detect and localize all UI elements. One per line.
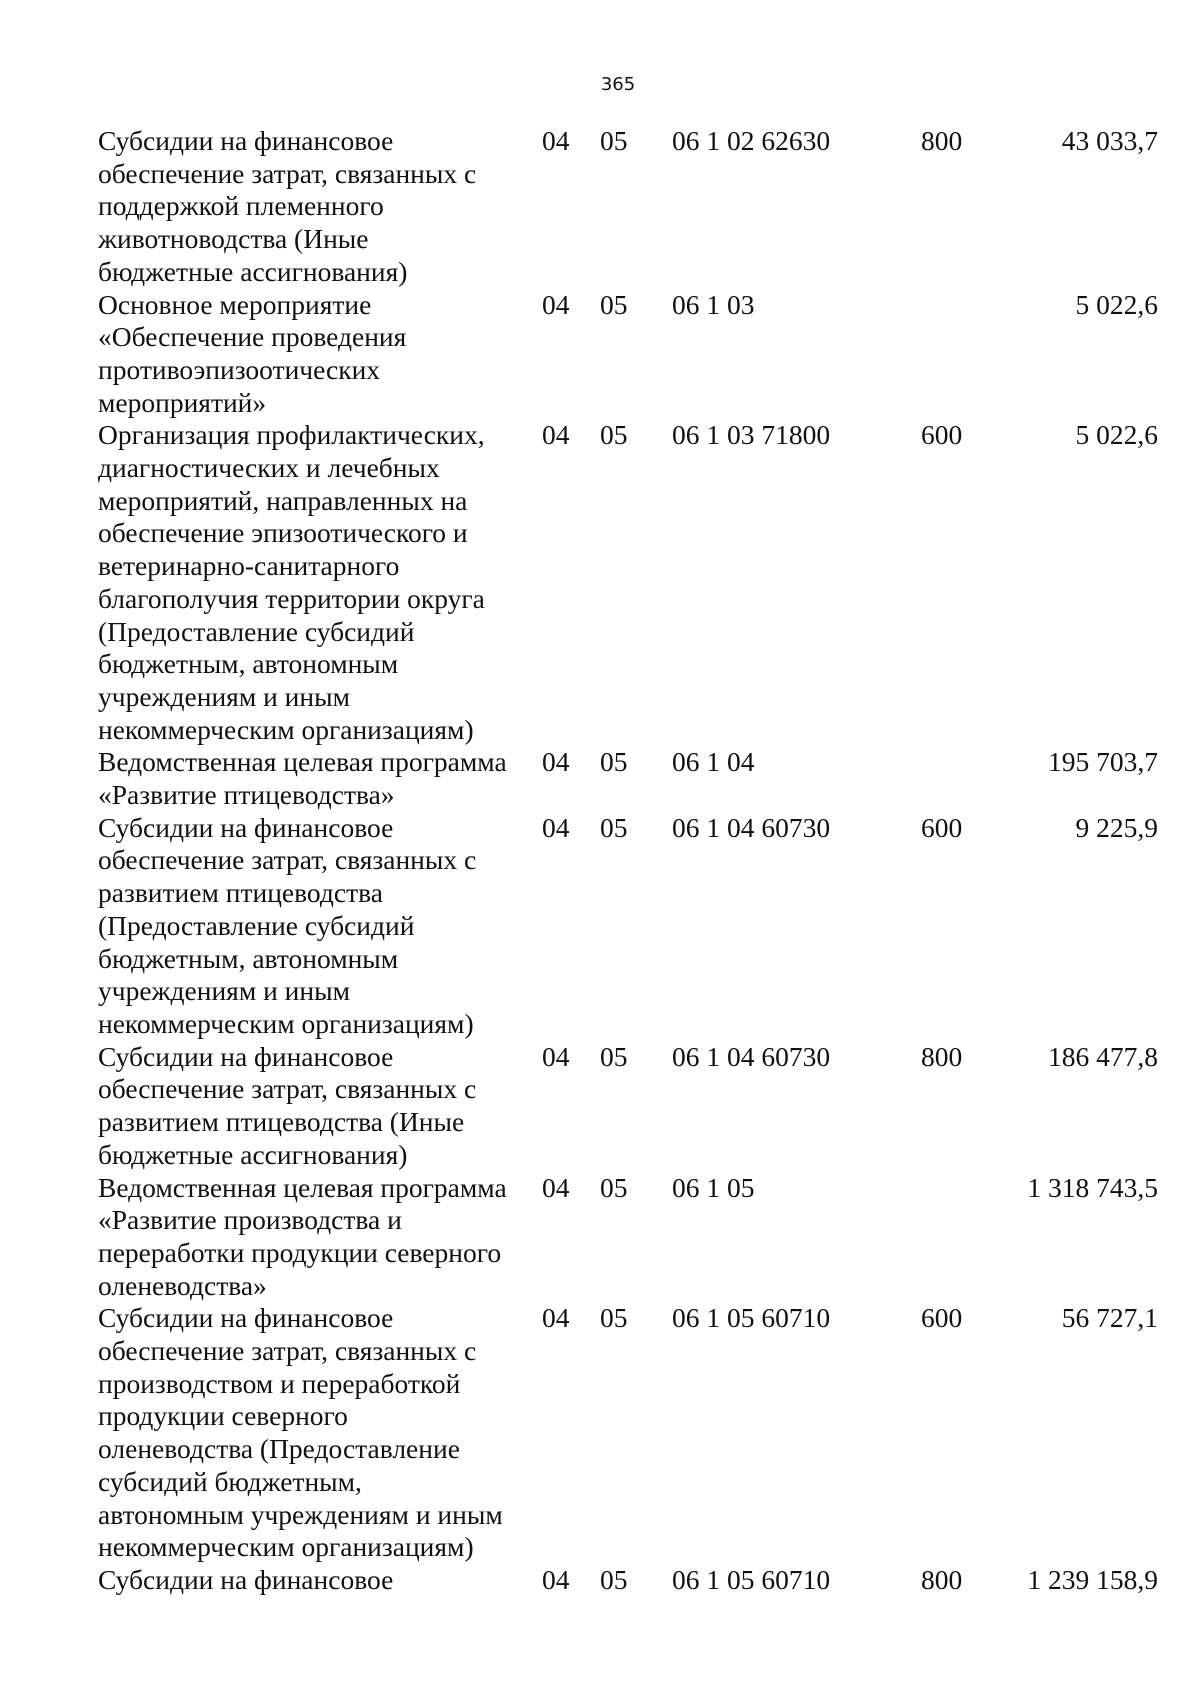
row-subsection-code: 05	[600, 1563, 628, 1595]
row-section-code: 04	[542, 1171, 570, 1203]
row-subsection-code: 05	[600, 125, 628, 156]
row-subsection-code: 05	[600, 1040, 628, 1072]
row-amount: 5 022,6	[1075, 419, 1158, 451]
row-expense-type-code: 600	[921, 1302, 963, 1334]
row-description: Ведомственная целевая программа «Развитие производства и переработки продукции северного оленеводства»	[98, 1171, 507, 1301]
row-description: Субсидии на финансовое	[98, 1563, 394, 1595]
row-section-code: 04	[542, 419, 570, 451]
row-amount: 186 477,8	[1048, 1040, 1158, 1072]
row-description: Основное мероприятие «Обеспечение проведения противоэпизоотических мероприятий»	[98, 288, 407, 418]
table-row	[98, 1041, 1158, 1172]
row-expense-type-code: 600	[921, 811, 963, 843]
row-description: Субсидии на финансовое обеспечение затрат, связанных с развитием птицеводства (Иные бюджетные ассигнования)	[98, 1040, 477, 1170]
row-amount: 1 239 158,9	[1027, 1563, 1158, 1595]
row-description: Субсидии на финансовое обеспечение затрат, связанных с развитием птицеводства (Предоставление субсидий бюджетным, автономным учреждениям и иным некоммерческим организациям)	[98, 811, 477, 1039]
row-target-article-code: 06 1 04	[672, 746, 755, 778]
row-expense-type-code: 800	[921, 1563, 963, 1595]
table-row	[98, 1564, 1158, 1597]
row-target-article-code: 06 1 03 71800	[672, 419, 831, 451]
table-row	[98, 125, 1158, 289]
row-subsection-code: 05	[600, 746, 628, 778]
row-target-article-code: 06 1 04 60730	[672, 1040, 831, 1072]
budget-table	[98, 125, 1158, 1597]
table-row	[98, 419, 1158, 746]
row-target-article-code: 06 1 05 60710	[672, 1563, 831, 1595]
table-row	[98, 1302, 1158, 1564]
row-amount: 9 225,9	[1075, 811, 1158, 843]
page-number: 365	[600, 74, 636, 95]
row-subsection-code: 05	[600, 811, 628, 843]
row-amount: 1 318 743,5	[1027, 1171, 1158, 1203]
row-amount: 5 022,6	[1075, 288, 1158, 320]
row-subsection-code: 05	[600, 1302, 628, 1334]
row-subsection-code: 05	[600, 419, 628, 451]
row-section-code: 04	[542, 746, 570, 778]
row-subsection-code: 05	[600, 1171, 628, 1203]
row-expense-type-code: 800	[921, 1040, 963, 1072]
row-amount: 56 727,1	[1061, 1302, 1158, 1334]
row-target-article-code: 06 1 03	[672, 288, 755, 320]
row-description: Субсидии на финансовое обеспечение затрат, связанных с производством и переработкой продукции северного оленеводства (Предоставление субсидий бюджетным, автономным учреждениям и иным некоммерческим организациям)	[98, 1302, 503, 1563]
table-row	[98, 812, 1158, 1041]
table-row	[98, 746, 1158, 811]
row-amount: 43 033,7	[1061, 125, 1158, 156]
table-row	[98, 289, 1158, 420]
row-section-code: 04	[542, 1563, 570, 1595]
row-target-article-code: 06 1 02 62630	[672, 125, 831, 156]
row-section-code: 04	[542, 125, 570, 156]
row-section-code: 04	[542, 1302, 570, 1334]
row-target-article-code: 06 1 05 60710	[672, 1302, 831, 1334]
row-target-article-code: 06 1 05	[672, 1171, 755, 1203]
row-expense-type-code: 600	[921, 419, 963, 451]
row-target-article-code: 06 1 04 60730	[672, 811, 831, 843]
row-description: Ведомственная целевая программа «Развитие птицеводства»	[98, 746, 507, 811]
row-section-code: 04	[542, 811, 570, 843]
row-amount: 195 703,7	[1048, 746, 1158, 778]
row-description: Организация профилактических, диагностических и лечебных мероприятий, направленных на обеспечение эпизоотического и ветеринарно-санитарного благополучия территории округа (Предоставление субсидий бюджетным, автономным учреждениям и иным некоммерческим организациям)	[98, 419, 485, 745]
row-description: Субсидии на финансовое обеспечение затрат, связанных с поддержкой племенного животноводства (Иные бюджетные ассигнования)	[98, 125, 477, 287]
row-subsection-code: 05	[600, 288, 628, 320]
row-expense-type-code: 800	[921, 125, 963, 156]
row-section-code: 04	[542, 1040, 570, 1072]
row-section-code: 04	[542, 288, 570, 320]
table-row	[98, 1172, 1158, 1303]
